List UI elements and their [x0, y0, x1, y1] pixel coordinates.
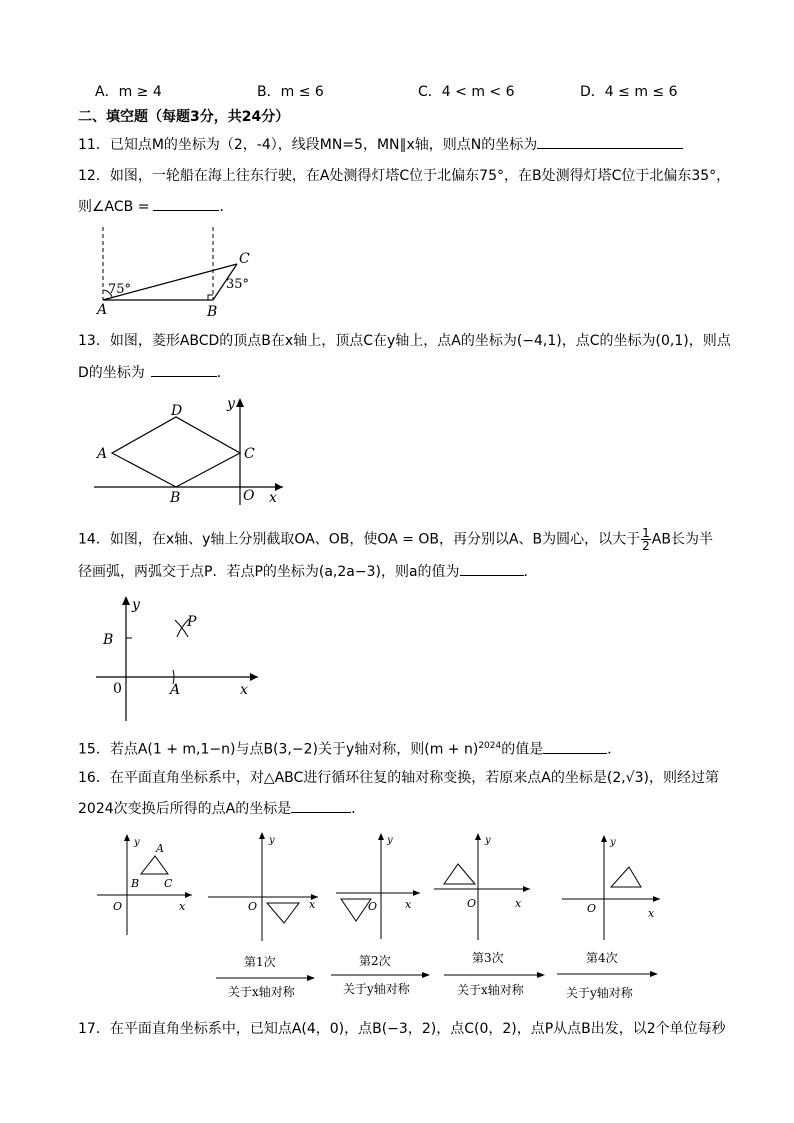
question-14-text-a: 14．如图，在x轴、y轴上分别截取OA、OB，使OA = OB，再分别以A、B为圆心，以大于 — [78, 531, 641, 548]
label-x: x — [515, 897, 522, 910]
question-12-prompt: 则∠ACB = — [78, 199, 150, 215]
step-arrow-4 — [557, 950, 658, 1000]
label-b: B — [103, 632, 114, 648]
label-o: O — [248, 900, 258, 913]
step-label-top: 第4次 — [586, 951, 618, 965]
question-16-prompt: 2024次变换后所得的点A的坐标是 — [78, 801, 292, 817]
question-13-line1: 13．如图，菱形ABCD的顶点B在x轴上，顶点C在y轴上，点A的坐标为(−4,1)，点C的坐标为(0,1)，则点 — [78, 333, 731, 349]
step-arrow-2 — [331, 953, 430, 996]
angle-35: 35° — [226, 277, 250, 292]
question-14-text-b: AB长为半 — [651, 531, 713, 548]
label-a: A — [156, 842, 164, 855]
label-o: O — [243, 488, 255, 504]
question-13-period: ． — [216, 365, 231, 381]
step-arrow-1 — [216, 954, 315, 999]
label-a: A — [170, 682, 181, 698]
label-x: x — [405, 898, 412, 911]
question-15-period: ． — [607, 741, 622, 758]
label-origin: 0 — [113, 681, 122, 697]
label-x: x — [309, 898, 316, 911]
step-label-bottom: 关于y轴对称 — [566, 986, 633, 1000]
label-y: y — [227, 396, 235, 412]
section-heading: 二、填空题（每题3分，共24分） — [78, 109, 290, 125]
label-o: O — [368, 900, 378, 913]
angle-75: 75° — [108, 282, 132, 297]
label-y: y — [485, 835, 491, 846]
question-16-line1: 16．在平面直角坐标系中，对△ABC进行循环往复的轴对称变换，若原来点A的坐标是(2,√3)，则经过第 — [78, 770, 719, 786]
label-y: y — [132, 597, 140, 613]
panel-2 — [336, 833, 420, 939]
label-p: P — [187, 614, 197, 630]
label-o: O — [467, 897, 477, 910]
panel-1 — [208, 832, 318, 941]
label-o: O — [587, 902, 597, 915]
label-x: x — [179, 900, 186, 913]
fraction-numerator: 1 — [642, 526, 650, 540]
label-o: O — [113, 900, 123, 913]
step-label-top: 第2次 — [359, 954, 391, 968]
label-y: y — [610, 837, 616, 848]
question-14-period: ． — [523, 564, 538, 580]
option-d: D．4 ≤ m ≤ 6 — [580, 84, 678, 100]
option-b: B．m ≤ 6 — [257, 84, 324, 100]
label-x: x — [240, 682, 248, 698]
question-12-line1: 12．如图，一轮船在海上往东行驶，在A处测得灯塔C位于北偏东75°，在B处测得灯塔C位于北偏东35°， — [78, 168, 731, 184]
step-label-bottom: 关于x轴对称 — [457, 983, 524, 997]
question-13-prompt: D的坐标为 — [78, 365, 145, 381]
label-c: C — [244, 446, 255, 462]
label-y: y — [134, 837, 140, 848]
label-y: y — [269, 835, 275, 846]
step-arrow-3 — [444, 950, 545, 997]
label-x: x — [269, 490, 277, 506]
label-b: B — [170, 490, 181, 506]
question-16-period: ． — [351, 801, 366, 817]
panel-3 — [434, 833, 530, 940]
label-a: A — [97, 446, 108, 462]
label-b: B — [207, 304, 218, 320]
question-17: 17．在平面直角坐标系中，已知点A(4，0)，点B(−3，2)，点C(0，2)，点P从点B出发，以2个单位每秒 — [78, 1021, 726, 1037]
step-label-bottom: 关于y轴对称 — [343, 982, 410, 996]
option-c: C．4 < m < 6 — [418, 84, 515, 100]
question-15-text-b: 的值是 — [501, 741, 544, 758]
step-label-bottom: 关于x轴对称 — [228, 985, 295, 999]
panel-4 — [562, 835, 660, 940]
label-c: C — [239, 251, 250, 267]
exponent: 2024 — [478, 741, 502, 751]
label-b: B — [131, 877, 140, 890]
label-a: A — [97, 302, 108, 318]
label-x: x — [648, 907, 655, 920]
step-label-top: 第1次 — [244, 955, 276, 969]
panel-original — [97, 834, 192, 935]
question-12-period: ． — [219, 199, 234, 215]
step-label-top: 第3次 — [472, 951, 504, 965]
question-11-text: 11．已知点M的坐标为（2，-4），线段MN=5，MN∥x轴，则点N的坐标为 — [78, 137, 538, 153]
label-y: y — [387, 835, 393, 846]
fraction-denominator: 2 — [642, 539, 650, 553]
label-c: C — [164, 877, 173, 890]
option-a: A．m ≥ 4 — [95, 84, 162, 100]
label-d: D — [171, 403, 183, 419]
question-14-prompt: 径画弧，两弧交于点P．若点P的坐标为(a,2a−3)，则a的值为 — [78, 564, 460, 580]
question-15-text-a: 15．若点A(1 + m,1−n)与点B(3,−2)关于y轴对称，则(m + n) — [78, 741, 479, 758]
